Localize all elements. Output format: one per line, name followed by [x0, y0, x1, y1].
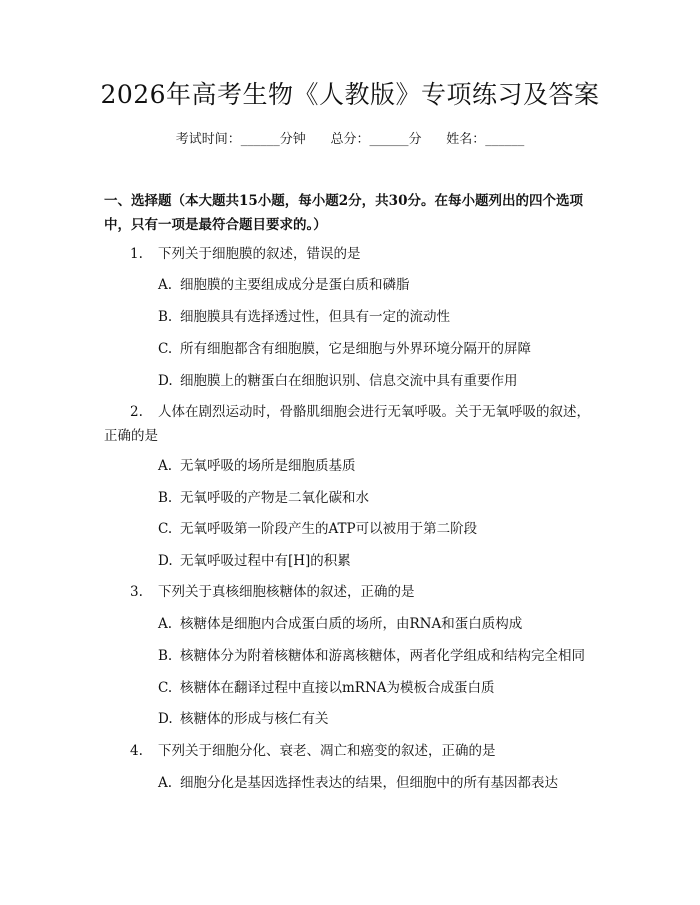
question-stem: 下列关于真核细胞核糖体的叙述，正确的是 — [158, 584, 415, 600]
option-text: 细胞膜的主要组成成分是蛋白质和磷脂 — [180, 277, 410, 293]
option-3b[interactable] — [158, 644, 585, 668]
option-text: 核糖体的形成与核仁有关 — [180, 711, 329, 727]
question-3 — [130, 580, 415, 604]
option-2d[interactable] — [158, 549, 351, 573]
question-stem: 下列关于细胞分化、衰老、凋亡和癌变的叙述，正确的是 — [158, 743, 496, 759]
option-3d[interactable] — [158, 707, 329, 731]
option-letter: D. — [158, 553, 173, 569]
option-text: 核糖体是细胞内合成蛋白质的场所，由RNA和蛋白质构成 — [180, 616, 523, 632]
section-heading: 一、选择题（本大题共15小题，每小题2分，共30分。在每小题列出的四个选项中，只有一项是最符合题目要求的。） — [104, 193, 583, 233]
option-3c[interactable] — [158, 676, 495, 700]
option-2b[interactable] — [158, 486, 369, 510]
question-number: 2. — [130, 404, 143, 420]
question-number: 1. — [130, 246, 143, 262]
option-text: 无氧呼吸的产物是二氧化碳和水 — [180, 490, 369, 506]
option-1c[interactable] — [158, 337, 531, 361]
option-3a[interactable] — [158, 612, 522, 636]
option-1a[interactable] — [158, 273, 410, 297]
option-2c[interactable] — [158, 517, 477, 541]
option-letter: D. — [158, 373, 173, 389]
option-letter: A. — [158, 775, 173, 791]
question-stem: 人体在剧烈运动时，骨骼肌细胞会进行无氧呼吸。关于无氧呼吸的叙述，正确的是 — [104, 404, 590, 444]
question-1 — [130, 242, 361, 266]
option-text: 细胞膜具有选择透过性，但具有一定的流动性 — [180, 309, 450, 325]
option-text: 无氧呼吸第一阶段产生的ATP可以被用于第二阶段 — [180, 521, 478, 537]
option-letter: B. — [158, 648, 173, 664]
option-letter: A. — [158, 458, 173, 474]
option-letter: C. — [158, 680, 173, 696]
option-text: 核糖体在翻译过程中直接以mRNA为模板合成蛋白质 — [180, 680, 495, 696]
option-letter: A. — [158, 277, 173, 293]
question-2 — [104, 400, 600, 448]
exam-info-line: 考试时间：______分钟 总分：______分 姓名：______ — [175, 132, 525, 147]
option-letter: D. — [158, 711, 173, 727]
question-stem: 下列关于细胞膜的叙述，错误的是 — [158, 246, 361, 262]
option-text: 所有细胞都含有细胞膜，它是细胞与外界环境分隔开的屏障 — [180, 341, 531, 357]
option-text: 细胞膜上的糖蛋白在细胞识别、信息交流中具有重要作用 — [180, 373, 518, 389]
option-letter: C. — [158, 521, 173, 537]
option-letter: B. — [158, 309, 173, 325]
option-letter: C. — [158, 341, 173, 357]
option-text: 无氧呼吸的场所是细胞质基质 — [180, 458, 356, 474]
question-number: 3. — [130, 584, 143, 600]
option-letter: A. — [158, 616, 173, 632]
option-4a[interactable] — [158, 771, 558, 795]
question-4 — [130, 739, 496, 763]
option-letter: B. — [158, 490, 173, 506]
option-1d[interactable] — [158, 369, 518, 393]
question-number: 4. — [130, 743, 143, 759]
option-1b[interactable] — [158, 305, 450, 329]
option-2a[interactable] — [158, 454, 356, 478]
option-text: 无氧呼吸过程中有[H]的积累 — [180, 553, 351, 569]
option-text: 核糖体分为附着核糖体和游离核糖体，两者化学组成和结构完全相同 — [180, 648, 585, 664]
page-title: 2026年高考生物《人教版》专项练习及答案 — [100, 80, 600, 109]
option-text: 细胞分化是基因选择性表达的结果，但细胞中的所有基因都表达 — [180, 775, 558, 791]
